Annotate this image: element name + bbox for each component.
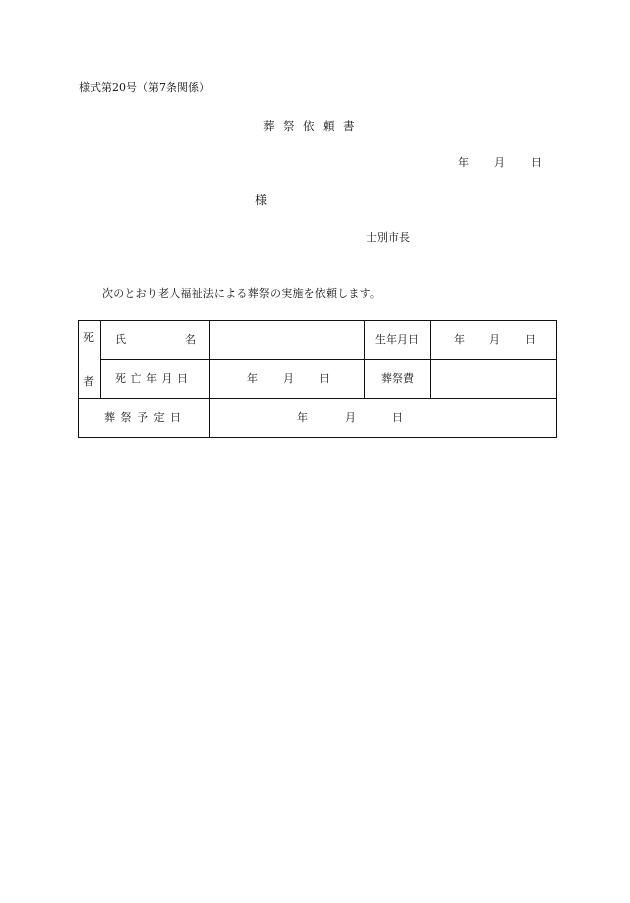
- name-label-left: 氏: [115, 333, 126, 346]
- birth-date-month: 月: [489, 333, 500, 346]
- deceased-label-bottom: 者: [83, 375, 94, 388]
- date-year-label: 年: [458, 156, 469, 169]
- row-divider-2: [78, 398, 557, 399]
- funeral-cost-field[interactable]: [431, 360, 556, 398]
- deceased-column-divider: [100, 320, 101, 398]
- issuer: 士別市長: [366, 231, 410, 244]
- birth-date-year: 年: [454, 333, 465, 346]
- request-text: 次のとおり老人福祉法による葬祭の実施を依頼します。: [102, 287, 382, 300]
- document-title: 葬祭依頼書: [263, 119, 363, 133]
- death-date-day: 日: [319, 372, 330, 385]
- name-label-right: 名: [185, 333, 196, 346]
- birth-date-day: 日: [525, 333, 536, 346]
- name-field[interactable]: [210, 321, 364, 359]
- scheduled-date-label: 葬祭予定日: [104, 411, 187, 424]
- mid-column-divider: [364, 320, 365, 398]
- recipient-suffix: 様: [255, 193, 268, 207]
- death-date-year: 年: [247, 372, 258, 385]
- death-date-label: 死亡年月日: [115, 372, 193, 385]
- date-day-label: 日: [531, 156, 542, 169]
- birth-date-label: 生年月日: [375, 333, 419, 346]
- scheduled-date-month: 月: [345, 411, 356, 424]
- deceased-label-top: 死: [83, 331, 94, 344]
- funeral-cost-label: 葬祭費: [381, 372, 414, 385]
- form-number: 様式第20号（第7条関係）: [79, 81, 210, 94]
- scheduled-date-day: 日: [392, 411, 403, 424]
- death-date-month: 月: [283, 372, 294, 385]
- scheduled-date-year: 年: [297, 411, 308, 424]
- date-month-label: 月: [494, 156, 505, 169]
